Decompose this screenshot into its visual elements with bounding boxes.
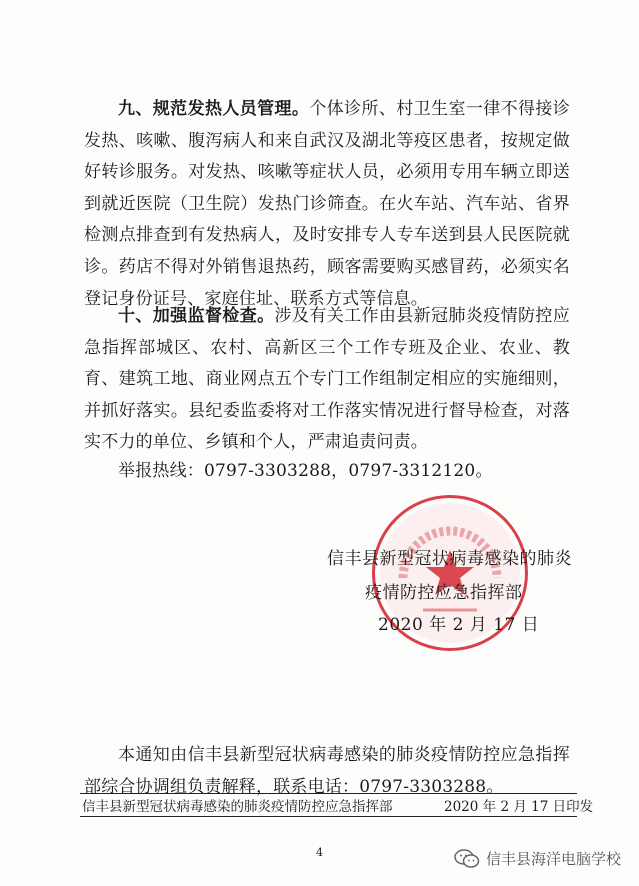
- signature-date: 2020 年 2 月 17 日: [378, 615, 540, 635]
- signature-org-line2: 疫情防控应急指挥部: [365, 583, 523, 603]
- section-10-paragraph: [84, 301, 570, 459]
- footer-rule-bottom: [80, 816, 577, 817]
- section-10-heading: 十、加强监督检查。: [118, 306, 275, 326]
- section-9-paragraph: [84, 94, 570, 315]
- footer-rule-top: [80, 793, 577, 794]
- hotline-text: 举报热线：0797-3303288，0797-3312120。: [118, 461, 493, 481]
- explanation-note: 本通知由信丰县新型冠状病毒感染的肺炎疫情防控应急指挥部综合协调组负责解释，联系电话：0797-3303288。: [84, 745, 570, 797]
- watermark: [454, 848, 621, 869]
- page-number: 4: [316, 846, 323, 859]
- watermark-text: 信丰县海洋电脑学校: [486, 850, 622, 868]
- footer-print-date: 2020 年 2 月 17 日印发: [444, 799, 594, 815]
- section-9-body: 个体诊所、村卫生室一律不得接诊发热、咳嗽、腹泻病人和来自武汉及湖北等疫区患者，按规定做好转诊服务。对发热、咳嗽等症状人员，必须用专用车辆立即送到就近医院（卫生院）发热门诊筛查。在火车站、汽车站、省界检测点排查到有发热病人，及时安排专人专车送到县人民医院就诊。药店不得对外销售退热药，顾客需要购买感冒药，必须实名登记身份证号、家庭住址、联系方式等信息。: [84, 99, 570, 309]
- footer-issuer: 信丰县新型冠状病毒感染的肺炎疫情防控应急指挥部: [82, 799, 393, 815]
- section-9-heading: 九、规范发热人员管理。: [118, 99, 310, 119]
- signature-org-line1: 信丰县新型冠状病毒感染的肺炎: [327, 549, 572, 569]
- wechat-icon: [454, 849, 480, 869]
- section-10-body: 涉及有关工作由县新冠肺炎疫情防控应急指挥部城区、农村、高新区三个工作专班及企业、农业、教育、建筑工地、商业网点五个专门工作组制定相应的实施细则，并抓好落实。县纪委监委将对工作落实情况进行督导检查，对落实不力的单位、乡镇和个人，严肃追责问责。: [84, 306, 570, 453]
